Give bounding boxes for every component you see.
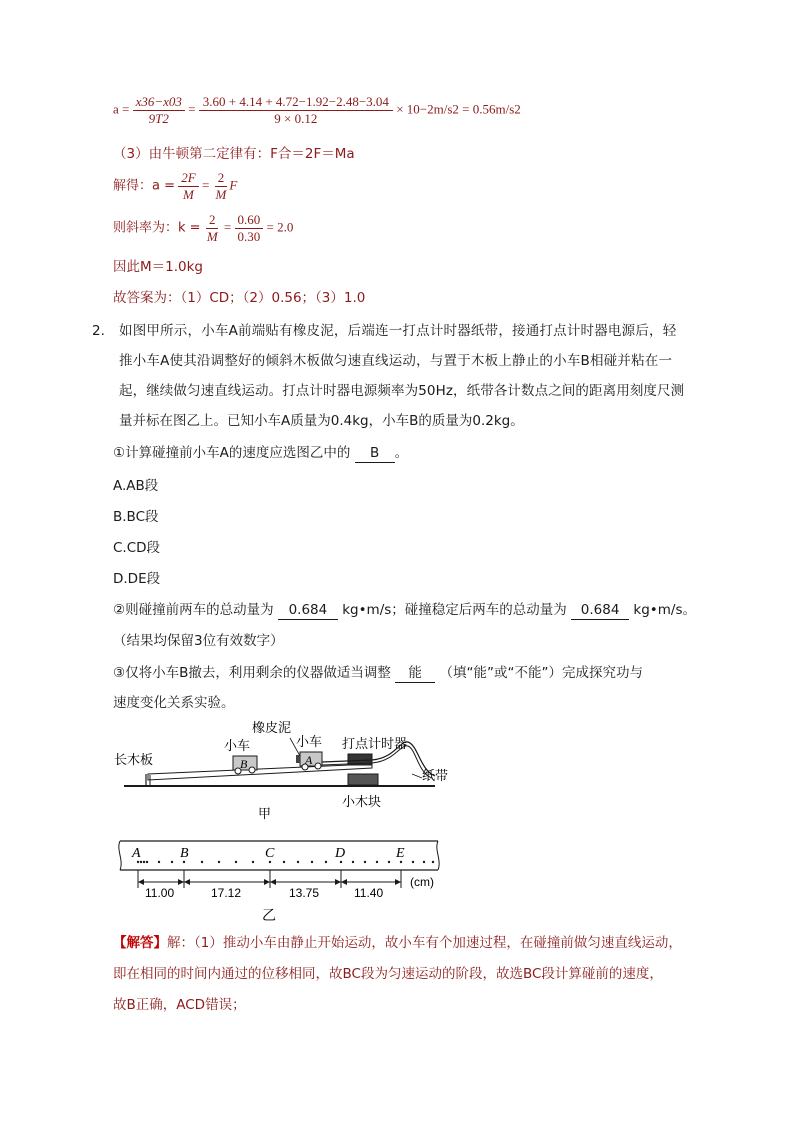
solve-f2-numerator: 2 <box>215 170 228 187</box>
option-a: A.AB段 <box>113 478 159 494</box>
question-number: 2. <box>92 323 105 339</box>
subquestion-2-text: ②则碰撞前两车的总动量为 <box>113 602 274 618</box>
figure-jia <box>110 718 450 828</box>
subquestion-1-text: ①计算碰撞前小车A的速度应选图乙中的 <box>113 445 351 461</box>
label-car-b: 小车 <box>224 739 251 754</box>
unit-label: (cm) <box>410 875 434 889</box>
subquestion-3-line2: 速度变化关系实验。 <box>113 695 235 711</box>
slope-f1-numerator: 2 <box>206 212 219 229</box>
subquestion-2-end: kg•m/s。 <box>633 602 696 618</box>
subquestion-3 <box>113 664 643 683</box>
option-d: D.DE段 <box>113 571 161 587</box>
subquestion-1-end: 。 <box>394 445 409 461</box>
slope-f2-numerator: 0.60 <box>235 212 264 229</box>
caption-jia: 甲 <box>258 807 272 822</box>
svg-text:A: A <box>305 753 313 767</box>
subquestion-3-text: ③仅将小车B撤去，利用剩余的仪器做适当调整 <box>113 665 391 681</box>
distance-de: 11.40 <box>354 886 384 900</box>
point-b: B <box>180 846 189 861</box>
slope-fraction-2 <box>235 212 264 245</box>
distance-bc: 17.12 <box>211 886 242 900</box>
fraction-right-numerator: 3.60 + 4.14 + 4.72−1.92−2.48−3.04 <box>199 94 393 111</box>
fraction-right-denominator: 9 × 0.12 <box>274 111 318 126</box>
svg-text:B: B <box>240 757 248 771</box>
slope-fraction-1 <box>204 212 221 245</box>
question-paragraph-1: 如图甲所示，小车A前端贴有橡皮泥，后端连一打点计时器纸带，接通打点计时器电源后，轻 <box>119 323 677 339</box>
slope-prefix: 则斜率为：k = <box>113 220 201 236</box>
solve-fraction-1 <box>178 170 198 203</box>
question-paragraph-4: 量并标在图乙上。已知小车A质量为0.4kg，小车B的质量为0.2kg。 <box>119 413 524 429</box>
label-putty: 橡皮泥 <box>252 721 292 736</box>
label-block: 小木块 <box>342 795 382 810</box>
mass-line: 因此M＝1.0kg <box>113 259 204 275</box>
question-paragraph-2: 推小车A使其沿调整好的倾斜木板做匀速直线运动，与置于木板上静止的小车B相碰并粘在一 <box>119 353 673 369</box>
option-c: C.CD段 <box>113 540 161 556</box>
caption-yi: 乙 <box>262 908 276 924</box>
answer-blank-3: 0.684 <box>571 601 629 620</box>
solution-line-2: 即在相同的时间内通过的位移相同，故BC段为匀速运动的阶段，故选BC段计算碰前的速度， <box>113 966 663 982</box>
answer-line: 故答案为：（1）CD；（2）0.56；（3）1.0 <box>113 290 366 306</box>
fraction-left <box>133 94 185 127</box>
solution-tag: 【解答】 <box>113 935 167 951</box>
option-b: B.BC段 <box>113 509 159 525</box>
answer-blank-1: B <box>355 444 395 463</box>
slope-line: 则斜率为：k = $\frac{2}{M}$ = $\frac{0.60}{0.30}$ = 2.0 <box>113 212 294 244</box>
wooden-block <box>348 774 378 785</box>
slope-f1-denominator: M <box>206 229 218 244</box>
point-d: D <box>335 846 346 861</box>
formula-acceleration: a = $\frac{x36-x03}{9T2}$ = $\frac{3.60 + 4.14 + 4.72-1.92-2.48-3.04}{9 \times 0.12}$ × 10−2m/s2 = 0.56m/s2 <box>113 94 521 126</box>
answer-blank-4: 能 <box>395 664 435 683</box>
fraction-left-numerator: x36−x03 <box>133 94 185 111</box>
tape-dots <box>137 861 434 863</box>
solution-line-3: 故B正确，ACD错误； <box>113 997 246 1013</box>
solve-f1-numerator: 2F <box>178 170 198 187</box>
solve-line: 解得：a = $\frac{2F}{M}$ = $\frac{2}{M}$ F <box>113 170 238 202</box>
label-tape: 纸带 <box>422 769 449 784</box>
solve-prefix: 解得：a = <box>113 178 175 194</box>
solve-tail: F <box>229 177 238 193</box>
subquestion-2-note: （结果均保留3位有效数字） <box>113 633 284 649</box>
question-paragraph-3: 起，继续做匀速直线运动。打点计时器电源频率为50Hz，纸带各计数点之间的距离用刻度尺测 <box>119 383 685 399</box>
solution-text-1: 解：（1）推动小车由静止开始运动，故小车有个加速过程，在碰撞前做匀速直线运动， <box>167 935 682 951</box>
subquestion-1 <box>113 444 408 463</box>
label-timer: 打点计时器 <box>342 737 408 752</box>
slope-tail: = 2.0 <box>266 219 294 235</box>
distance-ab: 11.00 <box>145 886 175 900</box>
solution-line-1 <box>113 934 682 952</box>
subquestion-2 <box>113 601 696 620</box>
solve-fraction-2 <box>213 170 230 203</box>
solve-f1-denominator: M <box>183 187 194 202</box>
formula-a-prefix: a = <box>113 101 130 117</box>
distance-cd: 13.75 <box>289 886 320 900</box>
solve-f2-denominator: M <box>215 187 227 202</box>
label-car-a: 小车 <box>296 735 323 750</box>
subquestion-2-mid: kg•m/s；碰撞稳定后两车的总动量为 <box>342 602 567 618</box>
fraction-right <box>199 94 393 127</box>
slope-f2-denominator: 0.30 <box>237 229 261 244</box>
subquestion-3-end: （填“能”或“不能”）完成探究功与 <box>439 665 643 681</box>
fraction-left-denominator: 9T2 <box>148 111 169 126</box>
formula-a-tail: × 10−2m/s2 = 0.56m/s2 <box>396 101 521 117</box>
point-e: E <box>396 846 405 861</box>
newton-line: （3）由牛顿第二定律有：F合＝2F＝Ma <box>113 146 355 162</box>
point-c: C <box>265 846 275 861</box>
answer-blank-2: 0.684 <box>278 601 338 620</box>
figure-yi <box>112 838 447 928</box>
label-board: 长木板 <box>114 753 154 768</box>
point-a: A <box>132 846 141 861</box>
